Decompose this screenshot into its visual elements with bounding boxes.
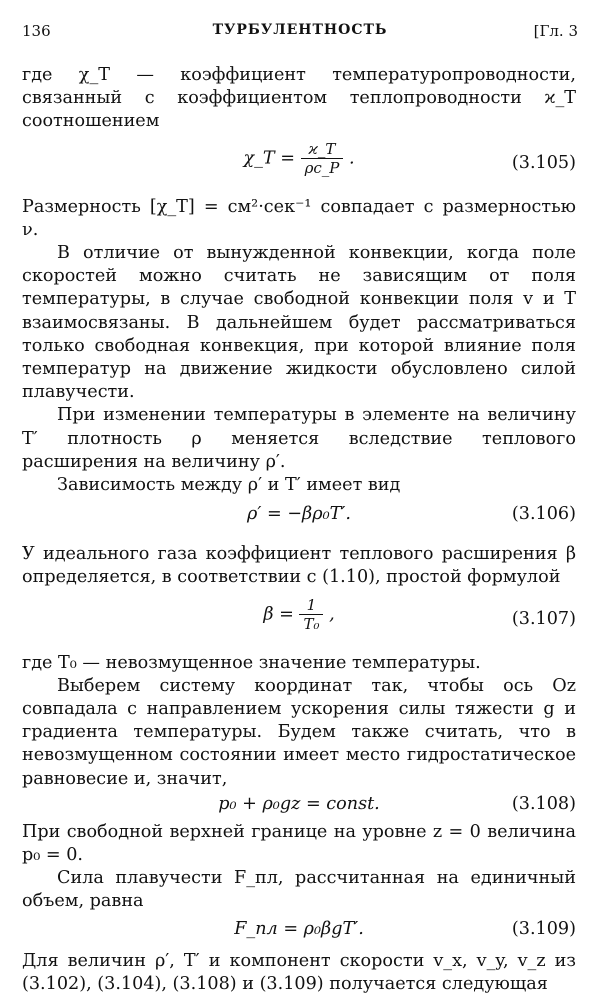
equation-number: (3.106) [511,504,576,525]
fraction [299,596,323,633]
equation-formula: p₀ + ρ₀gz = const. [218,793,380,814]
equation-3-107 [22,596,576,646]
equation-number: (3.105) [511,152,576,173]
paragraph: Размерность [χ_T] = см²·сек⁻¹ совпадает с размерностью ν. [22,196,576,240]
paragraph: При свободной верхней границе на уровне z = 0 величина p₀ = 0. [22,821,576,866]
equation-3-108 [22,793,576,819]
paragraph: У идеального газа коэффициент теплового расширения β определяется, в соответствии с (1.10), простой формулой [22,544,576,588]
page-header [22,22,578,44]
equation-lhs: β = [263,604,294,625]
paragraph: где χ_T — коэффициент температуропроводности, связанный с коэффициентом теплопроводности ϰ_T соотношением [22,65,576,132]
equation-number: (3.107) [511,608,576,629]
equation-3-106 [22,503,576,537]
equation-3-105 [22,140,576,190]
running-title: ТУРБУЛЕНТНОСТЬ [212,22,388,38]
equation-3-109 [22,918,576,946]
fraction-denominator: T₀ [303,614,320,633]
paragraph: Выберем систему координат так, чтобы ось Oz совпадала с направлением ускорения силы тяжести g и градиента температуры. Будем также считать, что в невозмущенном состоянии имеет место гидростатическое равновесие и, значит, [22,675,576,789]
fraction [301,140,344,177]
paragraph: В отличие от вынужденной конвекции, когда поле скоростей можно считать не зависящим от поля температуры, в случае свободной конвекции поля v и T взаимосвязаны. В дальнейшем будет рассматриваться только свободная конвекция, при которой влияние поля температур на движение жидкости обусловлено силой плавучести. [22,243,576,403]
paragraph: Сила плавучести F_пл, рассчитанная на единичный объем, равна [22,868,576,912]
equation-number: (3.109) [511,918,576,939]
fraction-denominator: ρc_P [304,158,340,177]
fraction-numerator: ϰ_T [301,140,344,159]
page-number: 136 [22,22,51,40]
chapter-label: [Гл. 3 [533,22,578,40]
fraction-numerator: 1 [299,596,323,615]
paragraph: При изменении температуры в элементе на величину T′ плотность ρ меняется вследствие теплового расширения на величину ρ′. [22,405,576,472]
paragraph: где T₀ — невозмущенное значение температуры. [22,652,481,673]
equation-number: (3.108) [511,793,576,814]
equation-formula: ρ′ = −βρ₀T′. [247,504,351,525]
paragraph: Зависимость между ρ′ и T′ имеет вид [57,475,401,496]
equation-tail: . [348,148,355,169]
page-body [22,64,576,996]
equation-lhs: χ_T = [243,148,295,169]
paragraph: Для величин ρ′, T′ и компонент скорости v_x, v_y, v_z из (3.102), (3.104), (3.108) и (3.109) получается следующая [22,950,576,994]
equation-formula: F_пл = ρ₀βgT′. [234,918,364,939]
equation-tail: , [329,604,335,625]
